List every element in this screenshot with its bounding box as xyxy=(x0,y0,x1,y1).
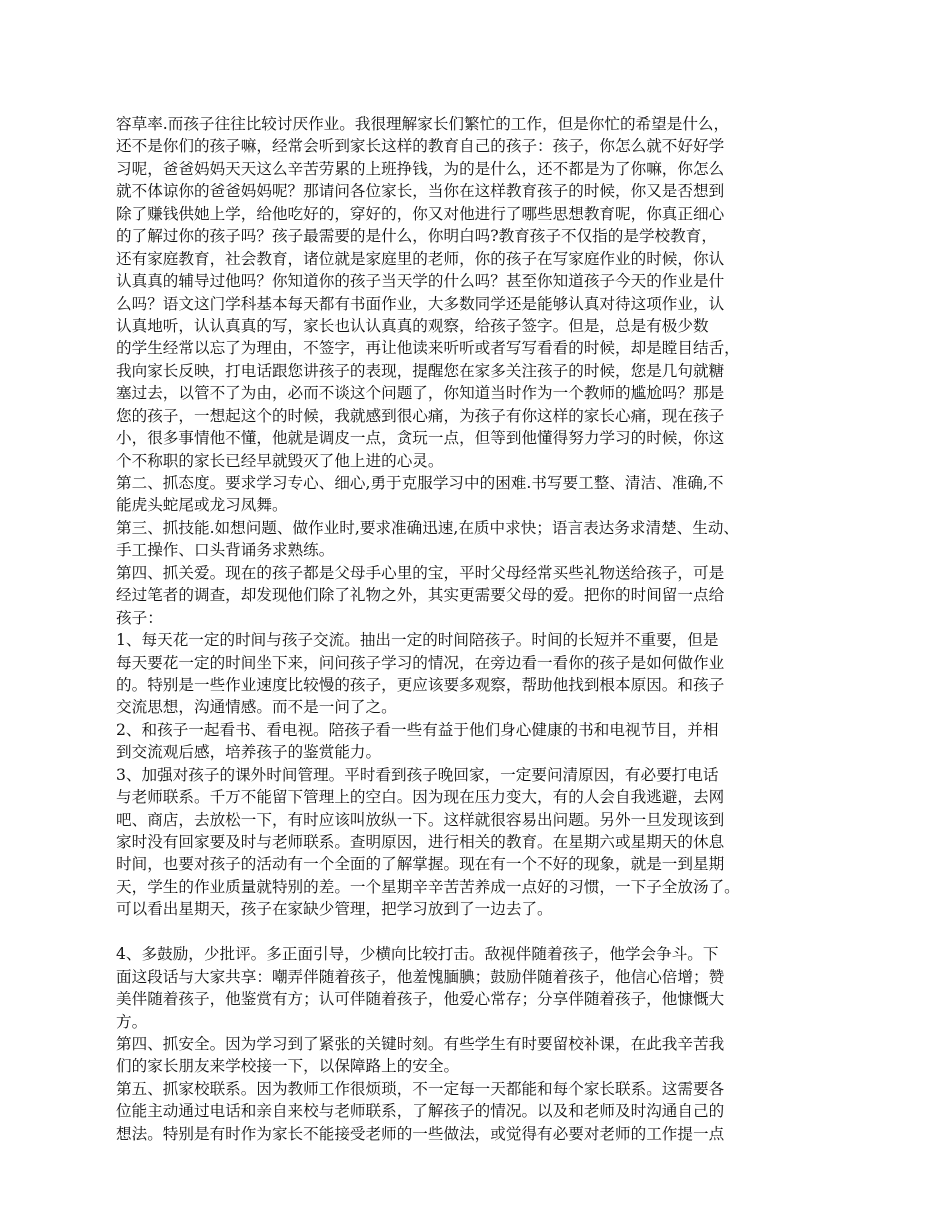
text-line: 第二、抓态度。要求学习专心、细心,勇于克服学习中的困难.书写要工整、清洁、准确,不 xyxy=(116,474,724,492)
text-line: 习呢，爸爸妈妈天天这么辛苦劳累的上班挣钱，为的是什么，还不都是为了你嘛，你怎么 xyxy=(116,159,725,178)
text-line: 第四、抓关爱。现在的孩子都是父母手心里的宝，平时父母经常买些礼物送给孩子，可是 xyxy=(116,563,725,582)
text-line: 第三、抓技能.如想问题、做作业时,要求准确迅速,在质中求快；语言表达务求清楚、生动、 xyxy=(116,518,740,537)
text-line: 您的孩子，一想起这个的时候，我就感到很心痛，为孩子有你这样的家长心痛，现在孩子 xyxy=(116,406,725,425)
text-line: 认真真的辅导过他吗？你知道你的孩子当天学的什么吗？甚至你知道孩子今天的作业是什 xyxy=(116,272,725,291)
text-line: 的。特别是一些作业速度比较慢的孩子，更应该要多观察，帮助他找到根本原因。和孩子 xyxy=(116,675,725,694)
paragraph-gap xyxy=(116,921,836,943)
text-line: 认真地听，认认真真的写，家长也认认真真的观察，给孩子签字。但是，总是有极少数 xyxy=(116,316,709,335)
text-line: 与老师联系。千万不能留下管理上的空白。因为现在压力变大，有的人会自我逃避，去网 xyxy=(116,788,725,807)
text-line: 方。 xyxy=(116,1012,148,1031)
text-line: 塞过去，以管不了为由，必而不谈这个问题了，你知道当时作为一个教师的尴尬吗？那是 xyxy=(116,384,725,403)
text-line: 天，学生的作业质量就特别的差。一个星期辛辛苦苦养成一点好的习惯，一下子全放汤了。 xyxy=(116,877,740,896)
text-line: 位能主动通过电话和亲自来校与老师联系，了解孩子的情况。以及和老师及时沟通自己的 xyxy=(116,1102,725,1121)
text-line: 们的家长朋友来学校接一下，以保障路上的安全。 xyxy=(116,1057,460,1076)
text-block-1 xyxy=(116,113,836,921)
text-line: 经过笔者的调查，却发现他们除了礼物之外，其实更需要父母的爱。把你的时间留一点给 xyxy=(116,586,725,605)
text-line: 家时没有回家要及时与老师联系。查明原因，进行相关的教育。在星期六或星期天的休息 xyxy=(116,833,725,851)
text-line: 时间，也要对孩子的活动有一个全面的了解掌握。现在有一个不好的现象，就是一到星期 xyxy=(116,855,725,874)
text-line: 么吗？语文这门学科基本每天都有书面作业，大多数同学还是能够认真对待这项作业，认 xyxy=(116,294,725,313)
text-line: 2、和孩子一起看书、看电视。陪孩子看一些有益于他们身心健康的书和电视节目，并相 xyxy=(116,720,719,739)
text-line: 手工操作、口头背诵务求熟练。 xyxy=(116,541,335,560)
text-line: 美伴随着孩子，他鉴赏有方；认可伴随着孩子，他爱心常存；分享伴随着孩子，他慷慨大 xyxy=(116,990,725,1009)
text-block-2 xyxy=(116,943,836,1145)
text-line: 面这段话与大家共享：嘲弄伴随着孩子，他羞愧腼腆；鼓励伴随着孩子，他信心倍增；赞 xyxy=(116,967,725,986)
text-line: 还有家庭教育，社会教育，诸位就是家庭里的老师，你的孩子在写家庭作业的时候，你认 xyxy=(116,249,725,268)
text-line: 可以看出星期天，孩子在家缺少管理，把学习放到了一边去了。 xyxy=(116,900,553,919)
text-line: 我向家长反映，打电话跟您讲孩子的表现，提醒您在家多关注孩子的时候，您是几句就糖 xyxy=(116,361,725,380)
text-line: 交流思想，沟通情感。而不是一问了之。 xyxy=(116,698,397,717)
document-page xyxy=(116,113,836,1145)
text-line: 能虎头蛇尾或龙习凤舞。 xyxy=(116,496,288,515)
text-line: 除了赚钱供她上学，给他吃好的，穿好的，你又对他进行了哪些思想教育呢，你真正细心 xyxy=(116,204,725,223)
text-line: 容草率.而孩子往往比较讨厌作业。我很理解家长们繁忙的工作，但是你忙的希望是什么， xyxy=(116,115,730,133)
text-line: 的了解过你的孩子吗？孩子最需要的是什么，你明白吗?教育孩子不仅指的是学校教育， xyxy=(116,227,717,246)
text-line: 小，很多事情他不懂，他就是调皮一点，贪玩一点，但等到他懂得努力学习的时候，你这 xyxy=(116,429,725,448)
text-line: 每天要花一定的时间坐下来，问问孩子学习的情况，在旁边看一看你的孩子是如何做作业 xyxy=(116,653,725,672)
text-line: 第五、抓家校联系。因为教师工作很烦琐，不一定每一天都能和每个家长联系。这需要各 xyxy=(116,1079,725,1098)
text-line: 还不是你们的孩子嘛，经常会听到家长这样的教育自己的孩子：孩子，你怎么就不好好学 xyxy=(116,137,725,156)
text-line: 1、每天花一定的时间与孩子交流。抽出一定的时间陪孩子。时间的长短并不重要，但是 xyxy=(116,631,719,650)
text-line: 个不称职的家长已经早就毁灭了他上进的心灵。 xyxy=(116,451,444,470)
text-line: 就不体谅你的爸爸妈妈呢？那请问各位家长，当你在这样教育孩子的时候，你又是否想到 xyxy=(116,182,725,201)
text-line: 到交流观后感，培养孩子的鉴赏能力。 xyxy=(116,743,382,762)
text-line: 3、加强对孩子的课外时间管理。平时看到孩子晚回家，一定要问清原因，有必要打电话 xyxy=(116,765,719,784)
text-line: 的学生经常以忘了为理由，不签字，再让他读来听听或者写写看看的时候，却是瞠目结舌， xyxy=(116,339,740,358)
text-line: 吧、商店，去放松一下，有时应该叫放纵一下。这样就很容易出问题。另外一旦发现该到 xyxy=(116,810,725,829)
text-line: 4、多鼓励，少批评。多正面引导，少横向比较打击。敌视伴随着孩子，他学会争斗。下 xyxy=(116,945,719,964)
text-line: 第四、抓安全。因为学习到了紧张的关键时刻。有些学生有时要留校补课，在此我辛苦我 xyxy=(116,1034,725,1053)
text-line: 想法。特别是有时作为家长不能接受老师的一些做法，或觉得有必要对老师的工作提一点 xyxy=(116,1124,725,1143)
text-line: 孩子： xyxy=(116,608,163,627)
